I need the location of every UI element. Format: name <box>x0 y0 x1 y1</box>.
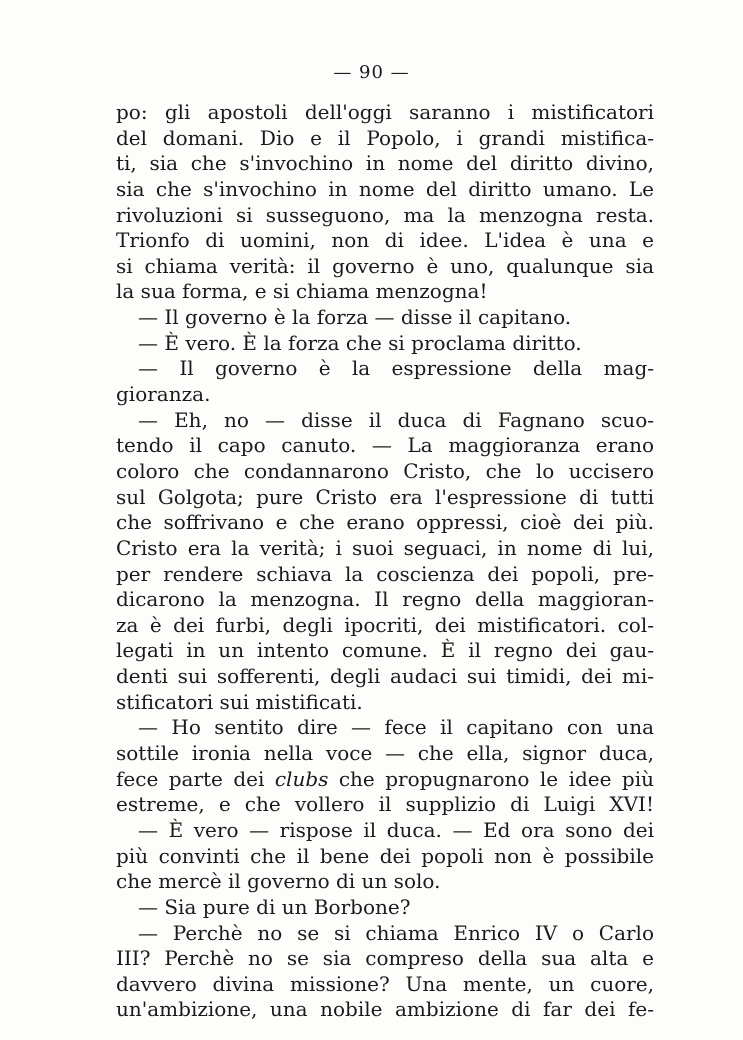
text-fragment: fece parte dei <box>116 766 275 791</box>
text-line: davvero divina missione? Una mente, un cuore, <box>116 971 654 996</box>
text-line: coloro che condannarono Cristo, che lo uccisero <box>116 458 654 483</box>
text-line: ti, sia che s'invochino in nome del diritto divino, <box>116 151 654 176</box>
text-line: sia che s'invochino in nome del diritto umano. Le <box>116 176 654 201</box>
text-line: — È vero. È la forza che si proclama diritto. <box>138 330 582 355</box>
text-line: che mercè il governo di un solo. <box>116 869 441 894</box>
text-line: estreme, e che vollero il supplizio di Luigi XVI! <box>116 792 654 817</box>
italic-word: clubs <box>274 766 329 791</box>
text-line: che soffrivano e che erano oppressi, cioè dei più. <box>116 510 654 535</box>
text-line-clubs <box>116 767 654 793</box>
text-line: dicarono la menzogna. Il regno della maggioran- <box>116 587 654 612</box>
text-line: del domani. Dio e il Popolo, i grandi mistifica- <box>116 125 654 150</box>
text-line: sul Golgota; pure Cristo era l'espressione di tutti <box>116 484 654 509</box>
text-line: gioranza. <box>116 382 211 407</box>
text-line: più convinti che il bene dei popoli non è possibile <box>116 843 654 868</box>
text-line: si chiama verità: il governo è uno, qualunque sia <box>116 253 654 278</box>
text-line: rivoluzioni si susseguono, ma la menzogna resta. <box>116 202 654 227</box>
text-line: un'ambizione, una nobile ambizione di far dei fe- <box>116 997 654 1022</box>
text-line: — È vero — rispose il duca. — Ed ora sono dei <box>138 817 654 842</box>
page-number: — 90 — <box>333 62 410 83</box>
text-line: stificatori sui mistificati. <box>116 689 363 714</box>
text-line: — Eh, no — disse il duca di Fagnano scuo- <box>138 407 654 432</box>
text-line: la sua forma, e si chiama menzogna! <box>116 279 488 304</box>
text-line: Cristo era la verità; i suoi seguaci, in nome di lui, <box>116 535 654 560</box>
text-line: — Il governo è la forza — disse il capitano. <box>138 305 572 330</box>
text-line: tendo il capo canuto. — La maggioranza erano <box>116 433 654 458</box>
text-line: — Sia pure di un Borbone? <box>138 894 411 919</box>
text-line: III? Perchè no se sia compreso della sua alta e <box>116 946 654 971</box>
text-line: sottile ironia nella voce — che ella, signor duca, <box>116 741 654 766</box>
text-line: — Il governo è la espressione della mag- <box>138 356 654 381</box>
text-fragment: che propugnarono le idee più <box>328 766 654 791</box>
text-line: za è dei furbi, degli ipocriti, dei mistificatori. col- <box>116 612 654 637</box>
text-line: po: gli apostoli dell'oggi saranno i mistificatori <box>116 100 654 124</box>
text-line: per rendere schiava la coscienza dei popoli, pre- <box>116 561 654 586</box>
text-line: denti sui sofferenti, degli audaci sui timidi, dei mi- <box>116 664 654 689</box>
text-line: legati in un intento comune. È il regno dei gau- <box>116 638 654 663</box>
page-body <box>116 100 654 1023</box>
text-line: — Ho sentito dire — fece il capitano con una <box>138 715 654 740</box>
text-line: — Perchè no se si chiama Enrico IV o Carlo <box>138 920 654 945</box>
text-line: Trionfo di uomini, non di idee. L'idea è una e <box>116 228 654 253</box>
